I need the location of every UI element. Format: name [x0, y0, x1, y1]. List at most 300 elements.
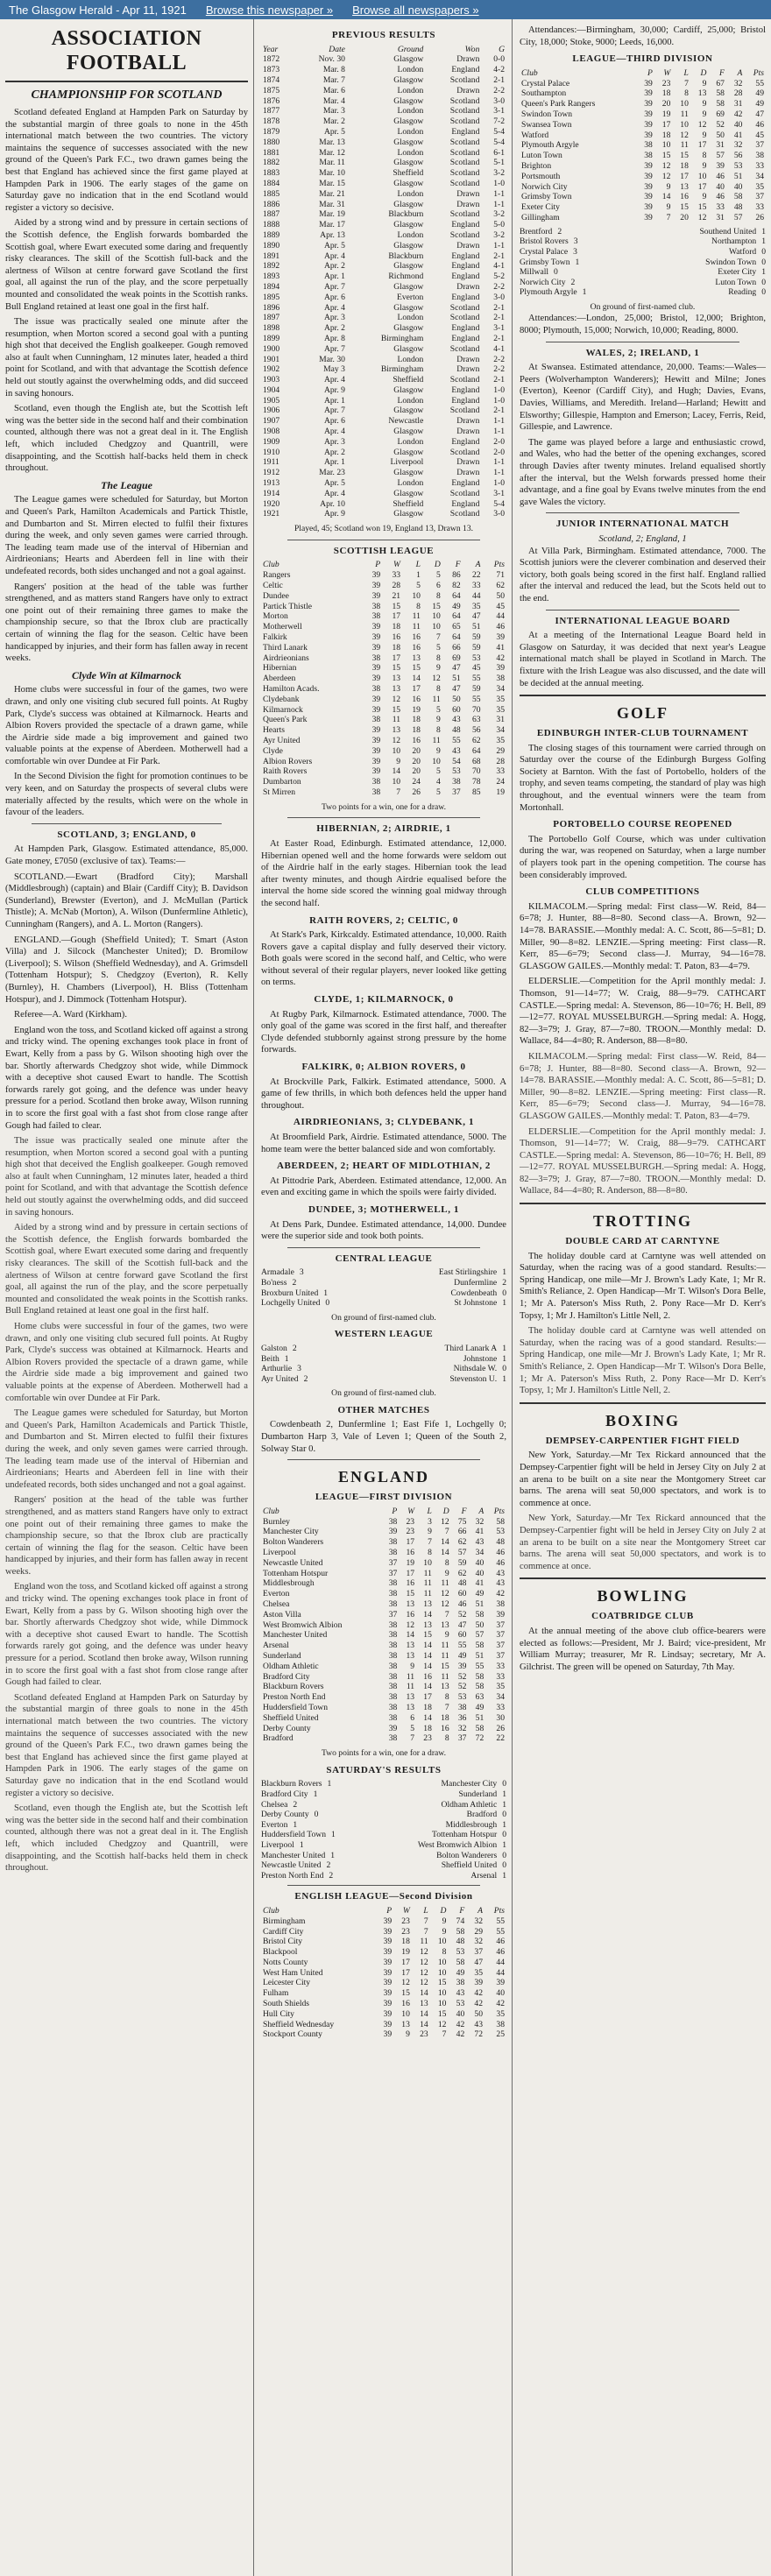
table-cell: 10 [401, 2008, 410, 2019]
table-cell: 38 [371, 611, 381, 622]
table-cell: 39 [371, 735, 381, 745]
table-cell: 1-1 [493, 416, 505, 427]
table-cell: Hibernian [263, 663, 297, 674]
column-header: D [442, 1506, 449, 1516]
fixture-home [261, 1374, 308, 1385]
table-cell: Liverpool [263, 1548, 296, 1558]
table-row [261, 1999, 506, 2009]
table-cell: Southampton [521, 88, 567, 99]
table-cell: 7 [684, 78, 689, 88]
table-cell: 38 [388, 1630, 398, 1641]
table-cell: 1873 [263, 65, 280, 75]
table-cell: Drawn [456, 240, 480, 251]
table-cell: Apr. 9 [323, 509, 345, 519]
divider [520, 1402, 766, 1404]
table-row [261, 2020, 506, 2030]
fixture-home [520, 267, 558, 278]
table-cell: Apr. 7 [323, 406, 345, 416]
table-cell: 17 [401, 1967, 410, 1978]
table-cell: 17 [392, 653, 401, 663]
table-cell: 16 [423, 1671, 432, 1682]
table-cell: Manchester City [263, 1527, 319, 1537]
table-cell: 42 [474, 1999, 484, 2009]
table-row [261, 674, 506, 684]
table-cell: 9 [396, 756, 401, 766]
table-cell: 40 [475, 1557, 485, 1568]
table-cell: 1898 [263, 323, 280, 334]
table-cell: 15 [423, 1630, 432, 1641]
table-cell: 16 [412, 735, 421, 745]
table-cell: 6 [410, 1712, 415, 1723]
table-cell: 39 [644, 78, 653, 88]
table-cell: 48 [733, 202, 743, 213]
home-score: 1 [330, 1850, 336, 1860]
match-title: HIBERNIAN, 2; AIRDRIE, 1 [316, 823, 451, 835]
divider [520, 695, 766, 696]
table-cell: England [451, 272, 480, 282]
away-team: Stevenston U. [449, 1373, 498, 1384]
table-cell: 39 [496, 1978, 505, 1988]
previous-results-table [261, 45, 506, 520]
table-cell: 24 [496, 777, 505, 787]
newspaper-title: The Glasgow Herald - Apr 11, 1921 [9, 3, 187, 17]
table-cell: 58 [475, 1641, 485, 1651]
table-cell: 18 [401, 1937, 410, 1947]
table-row [261, 75, 506, 86]
table-cell: 1 [416, 570, 421, 581]
article-paragraph: Scotland defeated England at Hampden Park on Saturday by the substantial margin of three goals to none in the 45th international match between the two countries. The victory maintains the sequence of successes associated with the new ground of the Queen's Park F.C., two drawn games being the best that England has achieved since the first game played at Hampden Park in 1906. The early stages of the game on Saturday gave no indication that in the end Scotland would register a victory so decisive. [5, 1692, 248, 1798]
table-row [261, 1724, 506, 1734]
table-cell: 1885 [263, 188, 280, 199]
table-cell: 69 [452, 653, 461, 663]
table-cell: 15 [680, 151, 689, 161]
fixture-home [261, 1789, 317, 1800]
table-cell: Gillingham [521, 212, 560, 222]
table-cell: 10 [432, 756, 441, 766]
article-paragraph: At Rugby Park, Kilmarnock. Estimated attendance, 7000. The only goal of the game was scored in the first half, and thereafter Clyde defended stubbornly against strong pressure by the home forwards. [261, 1009, 506, 1055]
table-row [261, 344, 506, 355]
home-team: Norwich City [520, 277, 566, 287]
table-cell: 40 [733, 119, 743, 130]
table-cell: 12 [432, 674, 441, 684]
table-cell: Watford [521, 130, 549, 140]
table-cell: 38 [496, 1599, 505, 1610]
table-cell: Mar. 15 [319, 178, 345, 188]
table-cell: 23 [406, 1527, 415, 1537]
table-cell: 38 [388, 1712, 398, 1723]
table-cell: 1-1 [493, 427, 505, 437]
browser-header-bar [0, 0, 771, 19]
home-score: 0 [314, 1810, 319, 1820]
table-cell: 22 [471, 570, 481, 581]
section-heading: ENGLISH LEAGUE—Second Division [294, 1891, 473, 1902]
table-cell: Bradford [263, 1733, 294, 1744]
table-cell: 38 [457, 1703, 467, 1712]
column-header: Year [263, 44, 279, 54]
table-cell: 12 [697, 212, 707, 222]
table-row [261, 684, 506, 695]
table-row [261, 230, 506, 241]
divider [287, 1247, 480, 1248]
fixture-home [520, 278, 575, 288]
section-heading: GOLF [616, 704, 668, 723]
home-score: 2 [293, 1799, 298, 1810]
table-row [261, 622, 506, 632]
table-cell: 55 [475, 1661, 485, 1671]
table-cell: 32 [733, 140, 743, 151]
table-cell: Drawn [456, 188, 480, 199]
fixture-home [520, 227, 562, 237]
table-cell: 38 [388, 1599, 398, 1610]
article-paragraph: Scotland defeated England at Hampden Park on Saturday by the substantial margin of three goals to none in the 45th international match between the two countries. The victory maintains the sequence of successes associated with the new ground of the Queen's Park F.C., two drawn games being the best that England has achieved since the first game played at Hampden Park in 1906. The early stages of the game on Saturday gave no indication that in the end Scotland would register a victory so decisive. [5, 108, 248, 213]
fixture-away [467, 1810, 506, 1820]
table-cell: 9 [442, 1916, 447, 1926]
fixture-away [439, 1267, 506, 1278]
table-cell: 67 [716, 78, 725, 88]
table-cell: 11 [423, 1568, 432, 1578]
table-cell: 39 [644, 160, 653, 171]
table-cell: Bradford City [263, 1671, 310, 1682]
table-cell: Swansea Town [521, 119, 572, 130]
table-cell: Grimsby Town [521, 192, 572, 202]
table-cell: 33 [716, 202, 725, 213]
table-cell: 8 [416, 601, 421, 611]
table-cell: 62 [496, 581, 505, 591]
table-cell: 32 [474, 1916, 484, 1926]
table-cell: 17 [392, 611, 401, 622]
article-paragraph: The Portobello Golf Course, which was under cultivation during the war, was reopened on Saturday, when a large number of players took part in the opening competition. The course has been considerably improved. [520, 834, 766, 880]
table-cell: 65 [452, 622, 461, 632]
table-cell: 39 [388, 1723, 398, 1733]
table-cell: Sheffield [393, 498, 424, 509]
table-cell: Stockport County [263, 2029, 322, 2040]
article-paragraph: The League games were scheduled for Saturday, but Morton and Queen's Park, Hamilton Academicals and Partick Thistle, and Dumbarton and St. Mirren elected to fulfil their fixtures during the week, and only seven games were carried through. The leading team made use of the interval of Hibernian and Airdrieonians; Hearts and Aberdeen fell in line with their undefeated records, both sides unchanged and not a goal against. [5, 495, 248, 576]
table-cell: 39 [383, 1988, 393, 1999]
table-cell: Apr. 6 [323, 416, 345, 427]
table-cell: Dumbarton [263, 777, 301, 787]
table-cell: Morton [263, 611, 288, 622]
table-cell: 49 [452, 601, 461, 611]
table-cell: 1895 [263, 292, 280, 302]
table-row [261, 777, 506, 787]
table-cell: 13 [406, 1692, 415, 1703]
section-heading: BOXING [605, 1411, 680, 1429]
column-header: D [700, 67, 707, 78]
table-cell: 31 [716, 212, 725, 222]
table-cell: 41 [475, 1527, 485, 1537]
table-cell: 50 [716, 130, 725, 140]
table-cell: 12 [392, 694, 401, 704]
table-row [261, 375, 506, 385]
table-header-row [520, 68, 766, 79]
away-team: Third Lanark A [444, 1343, 498, 1353]
table-cell: Glasgow [393, 240, 424, 251]
table-cell: Mar. 8 [322, 65, 345, 75]
table-cell: 45 [471, 663, 481, 674]
table-cell: 64 [471, 745, 481, 756]
table-cell: Sheffield [393, 375, 424, 385]
table-row [520, 213, 766, 223]
divider [546, 512, 739, 513]
section-heading: EDINBURGH INTER-CLUB TOURNAMENT [536, 728, 749, 739]
browse-this-newspaper-link[interactable]: Browse this newspaper » [205, 3, 334, 17]
table-cell: Drawn [456, 416, 480, 427]
fixture-away [442, 1800, 506, 1810]
fixture-home [261, 1298, 329, 1309]
table-cell: 47 [452, 684, 461, 694]
table-cell: Clyde [263, 745, 283, 756]
table-cell: 34 [475, 1548, 485, 1558]
table-row [261, 1916, 506, 1927]
table-cell: 38 [388, 1641, 398, 1651]
table-cell: England [451, 436, 480, 447]
fixture-row [261, 1820, 506, 1831]
table-cell: 39 [644, 181, 653, 192]
table-cell: 53 [456, 1947, 465, 1958]
table-cell: London [397, 106, 424, 116]
table-cell: London [397, 188, 424, 199]
table-cell: Brighton [521, 160, 552, 171]
table-row [261, 499, 506, 510]
table-row [261, 1978, 506, 1988]
table-cell: England [451, 261, 480, 272]
table-cell: London [397, 147, 424, 158]
table-cell: 1911 [263, 457, 279, 468]
table-cell: Drawn [456, 427, 480, 437]
home-score: 3 [573, 236, 578, 247]
table-cell: 11 [406, 1682, 415, 1692]
table-cell: 44 [496, 1957, 505, 1967]
table-cell: Mar. 30 [319, 354, 345, 364]
table-cell: Glasgow [393, 178, 424, 188]
table-cell: Newcastle [388, 416, 424, 427]
article-paragraph: Aided by a strong wind and by pressure in certain sections of the Scottish defence, the English forwards bombarded the Scottish goal, where Ewart executed some daring and frequently risky clearances. The skill of the Scottish full-back and the alertness of Wilson at centre forward gave Scotland the first goal, all against the run of the play, and the score perpetually mounted and consolidated the weak points in the Scottish ranks. Bull England retained at least one goal in the first half. [5, 1223, 248, 1316]
browse-all-newspapers-link[interactable]: Browse all newspapers » [352, 3, 479, 17]
table-cell: 62 [457, 1568, 467, 1578]
match-title: ABERDEEN, 2; HEART OF MIDLOTHIAN, 2 [277, 1161, 491, 1172]
table-cell: Glasgow [393, 220, 424, 230]
table-cell: 12 [661, 171, 671, 181]
table-cell: Apr. 5 [323, 478, 345, 489]
table-cell: 38 [371, 653, 381, 663]
fixture-row [520, 236, 766, 247]
fixture-away [718, 267, 766, 278]
table-row [261, 116, 506, 127]
table-row [261, 1537, 506, 1548]
article-paragraph: The League games were scheduled for Saturday, but Morton and Queen's Park, Hamilton Academicals and Partick Thistle, and Dumbarton and St. Mirren elected to fulfil their fixtures during the week, and only seven games were carried through. The leading team made use of the interval of Hibernian and Airdrieonians; Hearts and Aberdeen fell in line with their undefeated records, both sides unchanged and not a goal against. [5, 1408, 248, 1490]
table-cell: 15 [392, 663, 401, 674]
table-cell: 17 [401, 1957, 410, 1967]
away-score: 1 [502, 1373, 506, 1384]
home-score: 1 [331, 1830, 336, 1840]
table-body [261, 54, 506, 519]
table-cell: 7 [444, 1527, 449, 1537]
table-row [261, 2029, 506, 2040]
table-cell: Drawn [456, 468, 480, 478]
table-cell: 6 [436, 581, 441, 591]
table-cell: 39 [496, 1609, 505, 1620]
table-cell: Scotland [449, 509, 480, 519]
table-cell: Birmingham [263, 1916, 306, 1926]
table-cell: 53 [733, 160, 743, 171]
table-cell: 59 [457, 1557, 467, 1568]
table-row [261, 746, 506, 757]
table-cell: Nov. 30 [318, 54, 345, 65]
column-header: L [683, 67, 689, 78]
table-row [261, 736, 506, 746]
home-team: Newcastle United [261, 1860, 322, 1871]
table-cell: 9 [702, 160, 707, 171]
fixture-home [261, 1851, 335, 1861]
away-score: 0 [502, 1830, 506, 1840]
table-row [261, 1641, 506, 1651]
section-heading: JUNIOR INTERNATIONAL MATCH [555, 519, 730, 530]
table-cell: 36 [457, 1712, 467, 1723]
table-cell: 1905 [263, 395, 280, 406]
table-row [261, 757, 506, 767]
article-paragraph: Referee—A. Ward (Kirkham). [14, 1010, 127, 1020]
table-row [261, 1578, 506, 1589]
table-cell: 7-2 [493, 116, 505, 127]
table-cell: 49 [475, 1589, 485, 1599]
table-cell: Third Lanark [263, 642, 308, 653]
table-cell: Hull City [263, 2008, 294, 2019]
table-cell: 11 [432, 694, 441, 704]
column-header: D [434, 560, 441, 570]
table-cell: England [451, 385, 480, 395]
table-cell: West Ham United [263, 1967, 323, 1978]
table-cell: 12 [441, 1589, 449, 1599]
table-cell: Mar. 7 [322, 74, 345, 85]
away-team: Swindon Town [705, 257, 757, 267]
table-cell: 44 [496, 611, 505, 622]
table-row [261, 457, 506, 468]
home-score: 3 [299, 1267, 304, 1278]
table-cell: 1903 [263, 375, 280, 385]
table-cell: 1876 [263, 95, 280, 106]
fixture-row [261, 1278, 506, 1288]
table-cell: 37 [496, 1641, 505, 1651]
section-heading: CLUB COMPETITIONS [585, 886, 700, 898]
table-cell: London [397, 229, 424, 240]
column-header: Club [521, 67, 538, 78]
article-paragraph: At Hampden Park, Glasgow. Estimated attendance, 85,000. Gate money, £7050 (exclusive of tax). Teams:— [5, 844, 248, 867]
table-cell: 35 [474, 1967, 484, 1978]
table-cell: 38 [456, 1978, 465, 1988]
table-cell: 46 [496, 1937, 505, 1947]
table-cell: 8 [444, 1692, 449, 1703]
table-cell: 39 [383, 2029, 393, 2040]
fixture-home [261, 1830, 336, 1840]
table-cell: 7 [444, 1609, 449, 1620]
fixture-row [261, 1298, 506, 1309]
table-cell: Burnley [263, 1516, 290, 1527]
article-paragraph: KILMACOLM.—Spring medal: First class—W. Reid, 84—6=78; J. Hunter, 88—8=80. Second class—A. Brown, 92—14=78. BARASSIE.—Monthly medal: A. C. Scott, 86—5=81; D. Miller, 90—8=82. LENZIE.—Spring meeting: First class—R. Kerr, 85—6=79; Second class—J. Murray, 94—16=78. GLASGOW GAILES.—Monthly medal: T. Paton, 83—4=79. [520, 901, 766, 971]
table-cell: Glasgow [393, 302, 424, 313]
table-cell: 51 [475, 1651, 485, 1662]
table-cell: 17 [680, 171, 689, 181]
table-row [520, 182, 766, 193]
table-row [261, 715, 506, 725]
table-cell: 12 [661, 160, 671, 171]
table-cell: Apr. 4 [323, 302, 345, 313]
column-header: Club [263, 1506, 279, 1516]
table-cell: Glasgow [393, 447, 424, 457]
table-cell: 3 [428, 1516, 432, 1527]
table-cell: 39 [371, 622, 381, 632]
table-cell: 38 [388, 1661, 398, 1671]
table-cell: 5 [416, 581, 421, 591]
home-team: Blackburn Rovers [261, 1779, 322, 1789]
table-cell: 9 [444, 1630, 449, 1641]
table-cell: 11 [412, 622, 421, 632]
away-score: 1 [502, 1789, 506, 1799]
table-cell: 58 [456, 1957, 465, 1967]
home-team: Arthurlie [261, 1364, 293, 1374]
table-cell: 52 [457, 1671, 467, 1682]
table-row [261, 1968, 506, 1979]
table-cell: 10 [392, 777, 401, 787]
table-cell: 1913 [263, 478, 280, 489]
table-cell: 8 [684, 88, 689, 99]
table-cell: Apr. 13 [320, 229, 345, 240]
column-header: Pts [753, 67, 764, 78]
table-cell: 64 [452, 590, 461, 601]
table-cell: 1901 [263, 354, 280, 364]
table-cell: 38 [496, 674, 505, 684]
table-row [261, 1947, 506, 1958]
fixture-row [261, 1851, 506, 1861]
table-cell: 41 [496, 642, 505, 653]
fixture-row [261, 1830, 506, 1840]
home-team: Derby County [261, 1810, 309, 1820]
table-cell: 39 [388, 1527, 398, 1537]
table-cell: Hearts [263, 725, 286, 736]
table-cell: 16 [412, 694, 421, 704]
table-cell: 10 [423, 1557, 432, 1568]
table-cell: 51 [471, 622, 481, 632]
home-score: 1 [313, 1789, 318, 1799]
table-cell: Scotland [449, 178, 480, 188]
home-team: Bo'ness [261, 1277, 287, 1288]
divider [287, 1885, 480, 1886]
table-row [261, 86, 506, 96]
table-cell: 1-1 [493, 188, 505, 199]
table-cell: 10 [432, 622, 441, 632]
table-cell: 63 [475, 1692, 485, 1703]
table-row [261, 127, 506, 138]
table-row [261, 209, 506, 220]
table-cell: Drawn [456, 85, 480, 95]
table-cell: 1907 [263, 416, 280, 427]
table-cell: 39 [371, 704, 381, 715]
table-row [261, 200, 506, 210]
table-header-row [261, 45, 506, 55]
table-cell: 24 [412, 777, 421, 787]
table-cell: 49 [755, 88, 764, 99]
table-cell: Mar. 21 [319, 188, 345, 199]
table-cell: 7 [666, 212, 671, 222]
fixture-home [261, 1278, 296, 1288]
away-team: Cowdenbeath [450, 1288, 498, 1298]
table-cell: Apr. 9 [323, 385, 345, 395]
section-heading: LEAGUE—FIRST DIVISION [315, 1492, 453, 1503]
table-cell: 39 [496, 632, 505, 643]
column-header: Club [263, 1905, 279, 1916]
table-cell: 14 [423, 1641, 432, 1651]
table-cell: 38 [388, 1620, 398, 1630]
table-row [261, 1988, 506, 1999]
